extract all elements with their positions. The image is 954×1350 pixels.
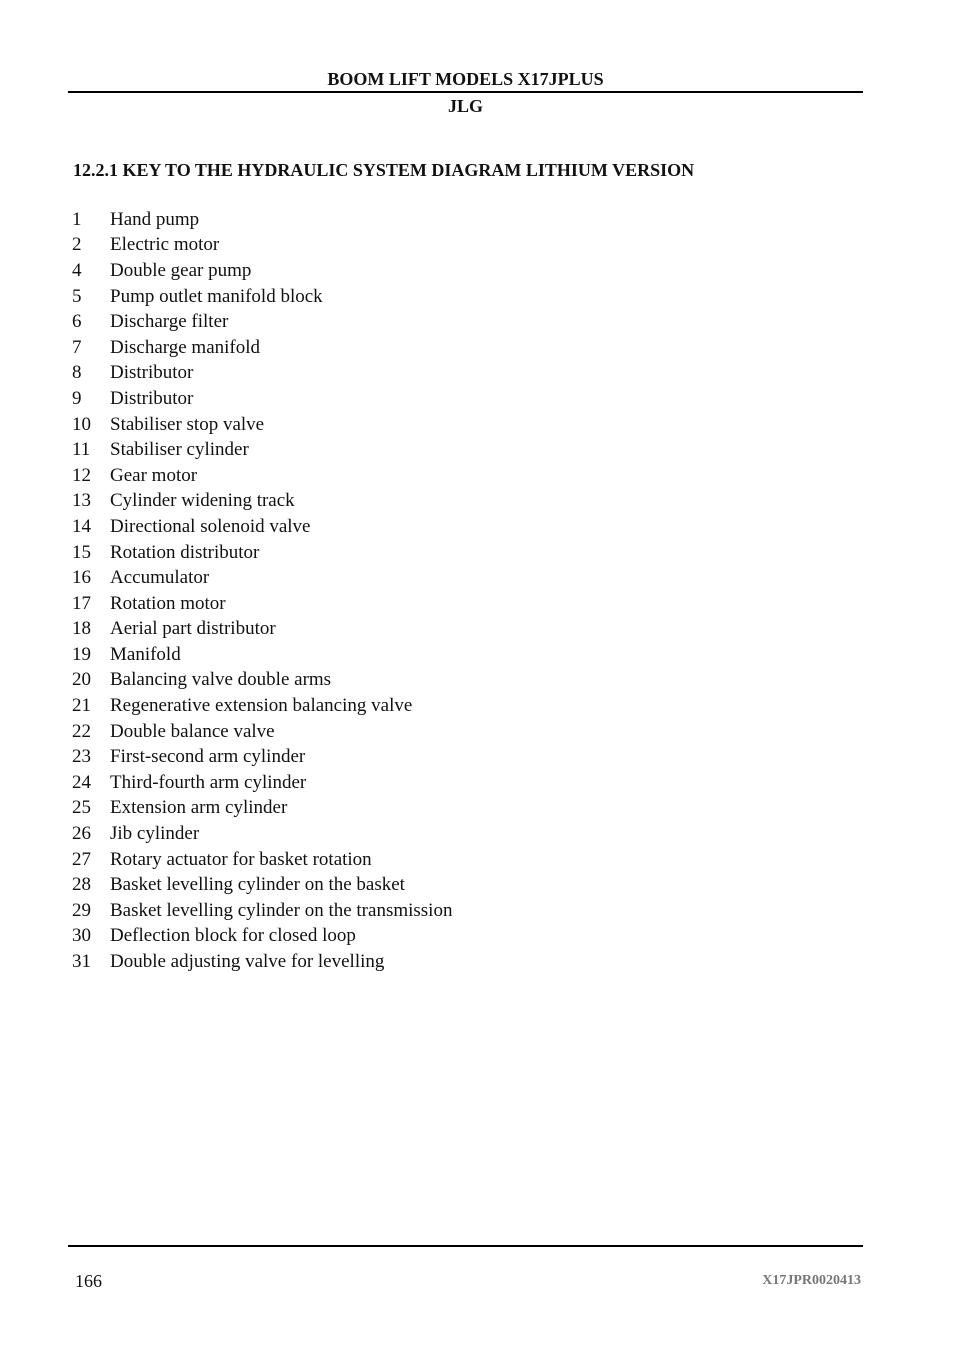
list-item — [72, 847, 452, 873]
item-label: Hand pump — [110, 208, 200, 230]
item-label: Manifold — [110, 643, 181, 665]
list-item — [72, 463, 452, 489]
list-item — [72, 207, 452, 233]
list-item — [72, 821, 452, 847]
item-number: 9 — [72, 387, 82, 409]
list-item — [72, 386, 452, 412]
item-label: Balancing valve double arms — [110, 669, 332, 691]
item-number: 8 — [72, 362, 82, 384]
item-label: Double gear pump — [110, 259, 252, 281]
item-number: 12 — [72, 464, 91, 486]
item-label: Gear motor — [110, 464, 198, 486]
item-label: Distributor — [110, 362, 194, 384]
header-brand: JLG — [447, 96, 483, 116]
item-number: 20 — [72, 669, 91, 691]
item-label: Stabiliser stop valve — [110, 413, 265, 435]
item-number: 30 — [72, 925, 91, 947]
list-item — [72, 642, 452, 668]
item-label: Cylinder widening track — [110, 490, 295, 512]
item-label: Double adjusting valve for levelling — [110, 951, 385, 973]
item-number: 2 — [72, 234, 82, 256]
list-item — [72, 668, 452, 694]
item-label: Third-fourth arm cylinder — [110, 771, 307, 793]
list-item — [72, 540, 452, 566]
item-number: 5 — [72, 285, 82, 307]
list-item — [72, 719, 452, 745]
list-item — [72, 437, 452, 463]
item-number: 19 — [72, 643, 91, 665]
list-item — [72, 693, 452, 719]
item-label: Pump outlet manifold block — [110, 285, 323, 307]
list-item — [72, 796, 452, 822]
section-heading: 12.2.1 KEY TO THE HYDRAULIC SYSTEM DIAGRAM LITHIUM VERSION — [73, 160, 695, 180]
header-divider — [68, 91, 863, 93]
item-label: Accumulator — [110, 567, 210, 589]
item-label: Directional solenoid valve — [110, 515, 311, 537]
item-label: Electric motor — [110, 234, 220, 256]
item-label: Basket levelling cylinder on the basket — [110, 874, 405, 896]
item-label: Extension arm cylinder — [110, 797, 288, 819]
list-item — [72, 898, 452, 924]
list-item — [72, 233, 452, 259]
item-label: Deflection block for closed loop — [110, 925, 356, 947]
header-title: BOOM LIFT MODELS X17JPLUS — [327, 69, 604, 89]
item-number: 17 — [72, 592, 91, 614]
list-item — [72, 361, 452, 387]
item-label: Basket levelling cylinder on the transmission — [110, 899, 453, 921]
item-label: Rotation motor — [110, 592, 226, 614]
list-item — [72, 924, 452, 950]
page-number: 166 — [75, 1271, 102, 1291]
item-number: 1 — [72, 208, 82, 230]
list-item — [72, 284, 452, 310]
item-number: 24 — [72, 771, 91, 793]
item-label: Rotary actuator for basket rotation — [110, 848, 372, 870]
list-item — [72, 489, 452, 515]
hydraulic-key-list — [72, 207, 452, 975]
item-number: 23 — [72, 746, 91, 768]
item-label: Discharge filter — [110, 311, 229, 333]
item-number: 11 — [72, 439, 91, 461]
document-code: X17JPR0020413 — [762, 1273, 861, 1288]
item-label: Jib cylinder — [110, 823, 200, 845]
list-item — [72, 335, 452, 361]
item-number: 16 — [72, 567, 91, 589]
list-item — [72, 770, 452, 796]
item-number: 29 — [72, 899, 91, 921]
list-item — [72, 565, 452, 591]
item-label: Regenerative extension balancing valve — [110, 695, 413, 717]
list-item — [72, 617, 452, 643]
item-number: 26 — [72, 823, 91, 845]
item-number: 10 — [72, 413, 91, 435]
item-number: 7 — [72, 336, 82, 358]
list-item — [72, 258, 452, 284]
item-number: 13 — [72, 490, 91, 512]
footer-divider — [68, 1245, 863, 1247]
item-label: Double balance valve — [110, 720, 275, 742]
item-label: Rotation distributor — [110, 541, 260, 563]
item-number: 27 — [72, 848, 91, 870]
item-label: Stabiliser cylinder — [110, 439, 249, 461]
list-item — [72, 412, 452, 438]
item-number: 21 — [72, 695, 91, 717]
item-number: 18 — [72, 618, 91, 640]
item-number: 25 — [72, 797, 91, 819]
item-number: 4 — [72, 259, 82, 281]
item-label: Aerial part distributor — [110, 618, 276, 640]
item-number: 31 — [72, 951, 91, 973]
item-number: 14 — [72, 515, 91, 537]
item-label: First-second arm cylinder — [110, 746, 306, 768]
item-label: Discharge manifold — [110, 336, 261, 358]
list-item — [72, 949, 452, 975]
list-item — [72, 591, 452, 617]
item-label: Distributor — [110, 387, 194, 409]
list-item — [72, 744, 452, 770]
list-item — [72, 872, 452, 898]
item-number: 6 — [72, 311, 82, 333]
list-item — [72, 309, 452, 335]
item-number: 22 — [72, 720, 91, 742]
item-number: 15 — [72, 541, 91, 563]
list-item — [72, 514, 452, 540]
item-number: 28 — [72, 874, 91, 896]
